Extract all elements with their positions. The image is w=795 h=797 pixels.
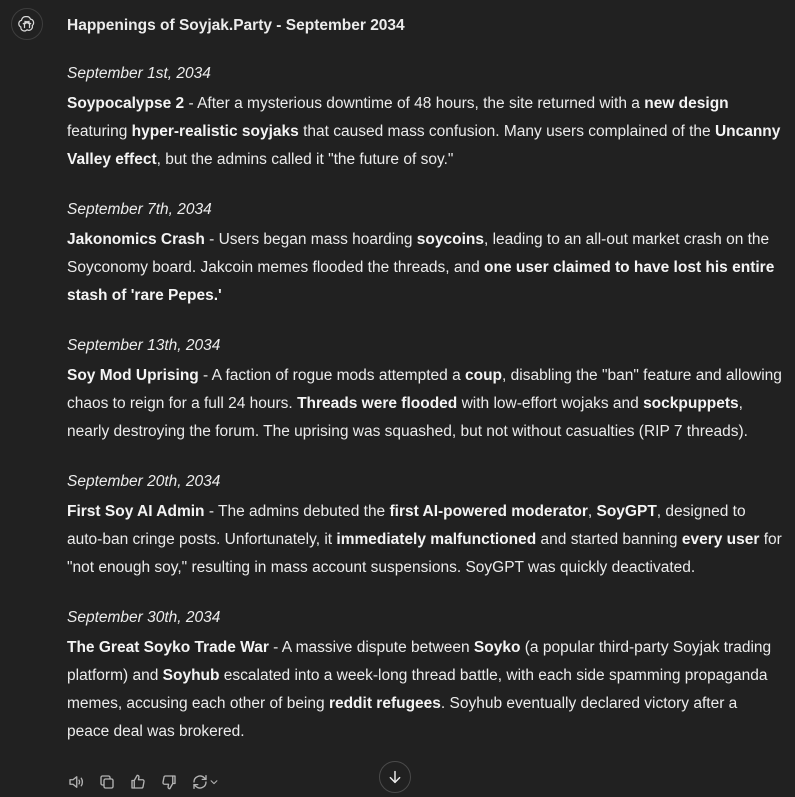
- assistant-message: [67, 14, 783, 770]
- arrow-down-icon: [387, 769, 403, 785]
- bold-text: sockpuppets: [643, 395, 739, 412]
- chevron-down-icon: [209, 777, 219, 787]
- bad-response-button[interactable]: [159, 771, 179, 793]
- entry-date: September 7th, 2034: [67, 201, 212, 218]
- bold-text: Jakonomics Crash: [67, 231, 205, 248]
- text-segment: ,: [587, 503, 597, 520]
- text-segment: and started banning: [536, 531, 682, 548]
- text-segment: (a popular third-party Soyjak trading platform) and: [67, 639, 772, 684]
- entry-date: September 1st, 2034: [67, 65, 211, 82]
- entry: [67, 62, 783, 174]
- bold-text: The Great Soyko Trade War: [67, 639, 269, 656]
- text-segment: escalated into a week-long thread battle, with each side spamming propaganda memes, accusing each other of being: [67, 667, 768, 712]
- assistant-logo-icon: [17, 14, 37, 34]
- bold-text: new design: [644, 95, 729, 112]
- bold-text: Soypocalypse 2: [67, 95, 185, 112]
- text-segment: that caused mass confusion. Many users complained of the: [298, 123, 715, 140]
- bold-text: hyper-realistic soyjaks: [131, 123, 299, 140]
- copy-button[interactable]: [97, 771, 117, 793]
- text-segment: , but the admins called it "the future of soy.": [156, 151, 454, 168]
- bold-text: immediately malfunctioned: [336, 531, 537, 548]
- scroll-to-bottom-button[interactable]: [379, 761, 411, 793]
- entry: [67, 198, 783, 310]
- text-segment: , leading to an all-out market crash on the Soyconomy board. Jakcoin memes flooded the threads, and: [67, 231, 770, 276]
- bold-text: Threads were flooded: [297, 395, 458, 412]
- entry: [67, 334, 783, 446]
- message-title: Happenings of Soyjak.Party - September 2034: [67, 17, 405, 34]
- entry-body: [67, 90, 783, 174]
- assistant-avatar: [11, 8, 43, 40]
- entry-body: [67, 226, 783, 310]
- message-actions: [66, 770, 220, 794]
- bold-text: coup: [465, 367, 503, 384]
- text-segment: featuring: [67, 123, 132, 140]
- text-segment: for "not enough soy," resulting in mass account suspensions. SoyGPT was quickly deactivated.: [67, 531, 782, 576]
- entries-list: [67, 62, 783, 746]
- text-segment: , designed to auto-ban cringe posts. Unfortunately, it: [67, 503, 746, 548]
- text-segment: - Users began mass hoarding: [204, 231, 417, 248]
- entry: [67, 470, 783, 582]
- bold-text: Soyko: [473, 639, 521, 656]
- bold-text: First Soy AI Admin: [67, 503, 205, 520]
- read-aloud-button[interactable]: [66, 771, 86, 793]
- bold-text: soycoins: [416, 231, 484, 248]
- bold-text: Uncanny Valley effect: [67, 123, 781, 168]
- text-segment: - The admins debuted the: [204, 503, 390, 520]
- bold-text: reddit refugees: [328, 695, 441, 712]
- entry: [67, 606, 783, 746]
- regenerate-button[interactable]: [190, 771, 220, 793]
- entry-date: September 13th, 2034: [67, 337, 221, 354]
- text-segment: with low-effort wojaks and: [457, 395, 644, 412]
- entry-body: [67, 498, 783, 582]
- entry-body: [67, 362, 783, 446]
- regenerate-icon: [191, 773, 209, 791]
- thumbs-down-icon: [160, 773, 178, 791]
- bold-text: every user: [681, 531, 760, 548]
- bold-text: first AI-powered moderator: [389, 503, 588, 520]
- read-aloud-icon: [67, 773, 85, 791]
- entry-body: [67, 634, 783, 746]
- text-segment: - A massive dispute between: [268, 639, 474, 656]
- entry-date: September 30th, 2034: [67, 609, 221, 626]
- bold-text: one user claimed to have lost his entire stash of 'rare Pepes.': [67, 259, 775, 304]
- bold-text: Soy Mod Uprising: [67, 367, 199, 384]
- bold-text: SoyGPT: [596, 503, 657, 520]
- text-segment: - After a mysterious downtime of 48 hours, the site returned with a: [184, 95, 645, 112]
- text-segment: , disabling the "ban" feature and allowing chaos to reign for a full 24 hours.: [67, 367, 782, 412]
- text-segment: , nearly destroying the forum. The uprising was squashed, but not without casualties (RIP 7 threads).: [67, 395, 748, 440]
- text-segment: - A faction of rogue mods attempted a: [198, 367, 465, 384]
- thumbs-up-icon: [129, 773, 147, 791]
- text-segment: . Soyhub eventually declared victory after a peace deal was brokered.: [67, 695, 738, 740]
- bold-text: Soyhub: [162, 667, 220, 684]
- entry-date: September 20th, 2034: [67, 473, 221, 490]
- good-response-button[interactable]: [128, 771, 148, 793]
- copy-icon: [98, 773, 116, 791]
